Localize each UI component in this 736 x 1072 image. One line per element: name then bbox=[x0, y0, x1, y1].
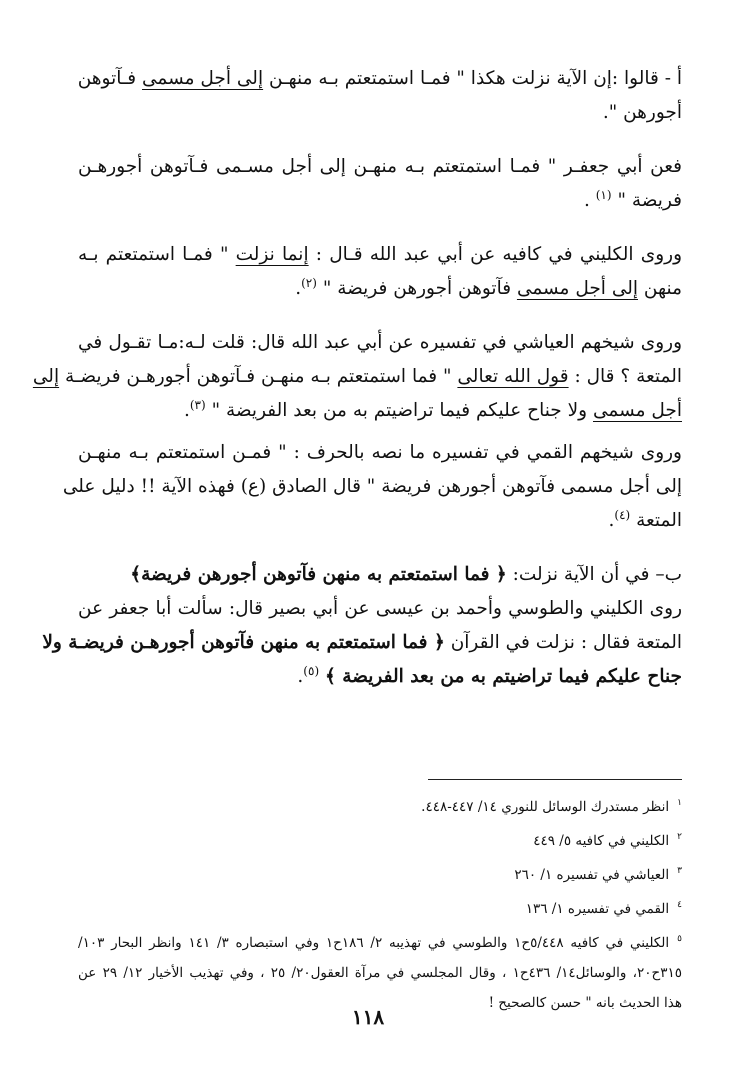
quran-verse: جناح عليكم فيما تراضيتم به من بعد الفريضة ﴾ bbox=[325, 666, 682, 687]
footnote-5-continued: ٣١٥ح٢٠، والوسائل١٤/ ٤٣٦ح١ ، وقال المجلسي في مرآة العقول٢٠/ ٢٥ ، وفي تهذيب الأخيار ١٢/ ٢٩ عن bbox=[78, 965, 683, 981]
para-ayyashi-line-1: وروى شيخهم العياشي في تفسيره عن أبي عبد الله قال: قلت لـه:مـا تقـول في bbox=[78, 332, 682, 353]
para-riwaya-line-2: المتعة فقال : نزلت في القرآن ﴿ فما استمتعتم به منهن فآتوهن أجورهـن فريضـة ولا bbox=[42, 632, 682, 653]
underlined-phrase: قول الله تعالى bbox=[457, 366, 569, 387]
footnote-divider bbox=[428, 779, 682, 780]
para-b-heading: ب– في أن الآية نزلت: ﴿ فما استمتعتم به منهن فآتوهن أجورهن فريضة﴾ bbox=[130, 564, 682, 585]
footnote-ref[interactable]: (٤) bbox=[614, 508, 631, 522]
footnote-5-end: هذا الحديث بانه " حسن كالصحيح ! bbox=[488, 995, 682, 1011]
para-a-line-1: أ - قالوا :إن الآية نزلت هكذا " فمـا استمتعتم بـه منهـن إلى أجل مسمى فـآتوهن bbox=[77, 68, 682, 89]
para-a-line-2: أجورهن ". bbox=[602, 102, 682, 123]
para-kulayni-line-2: منهن إلى أجل مسمى فآتوهن أجورهن فريضة " $^{(٢)}$. bbox=[295, 276, 682, 299]
para-ayyashi-line-3: أجل مسمى ولا جناح عليكم فيما تراضيتم به من بعد الفريضة " $^{(٣)}$. bbox=[183, 398, 682, 421]
footnote-1: $^١$انظر مستدرك الوسائل للنوري ١٤/ ٤٤٧-٤٤٨. bbox=[421, 798, 682, 815]
page-number: ١١٨ bbox=[351, 1005, 385, 1029]
footnote-5: $^٥$الكليني في كافيه ٥/٤٤٨ح١ والطوسي في تهذيبه ٢/ ١٨٦ح١ وفي استبصاره ٣/ ١٤١ وانظر البحار ١٠٣/ bbox=[78, 934, 682, 951]
footnote-ref[interactable]: (١) bbox=[595, 188, 612, 202]
para-ayyashi-line-2: المتعة ؟ قال : قول الله تعالى " فما استمتعتم بـه منهـن فـآتوهن أجورهـن فريضـة إلى bbox=[32, 366, 682, 387]
para-kulayni-line-1: وروى الكليني في كافيه عن أبي عبد الله قـال : إنما نزلت " فمـا استمتعتم بـه bbox=[78, 244, 682, 265]
para-qummi-line-3: المتعة $^{(٤)}$. bbox=[608, 508, 682, 531]
footnote-4: $^٤$القمي في تفسيره ١/ ١٣٦ bbox=[525, 900, 682, 917]
underlined-phrase: إلى أجل مسمى bbox=[142, 68, 264, 89]
quran-verse: ﴿ فما استمتعتم به منهن فآتوهن أجورهن فريضة﴾ bbox=[130, 564, 507, 585]
footnote-ref[interactable]: (٣) bbox=[189, 398, 206, 412]
para-riwaya-line-1: روى الكليني والطوسي وأحمد بن عيسى عن أبي بصير قال: سألت أبا جعفر عن bbox=[78, 598, 682, 619]
footnote-2: $^٢$الكليني في كافيه ٥/ ٤٤٩ bbox=[533, 832, 682, 849]
para-riwaya-line-3: جناح عليكم فيما تراضيتم به من بعد الفريضة ﴾ $^{(٥)}$. bbox=[297, 664, 682, 687]
footnote-3: $^٣$العياشي في تفسيره ١/ ٢٦٠ bbox=[514, 866, 682, 883]
footnotes bbox=[78, 788, 682, 1018]
para-qummi-line-2: إلى أجل مسمى فآتوهن أجورهن فريضة " قال الصادق (ع) فهذه الآية !! دليل على bbox=[62, 476, 682, 497]
underlined-phrase: إلى bbox=[32, 366, 60, 387]
underlined-phrase: إنما نزلت bbox=[235, 244, 309, 265]
quran-verse: ﴿ فما استمتعتم به منهن فآتوهن أجورهـن فريضـة ولا bbox=[42, 632, 445, 653]
underlined-phrase: أجل مسمى bbox=[593, 400, 682, 421]
footnote-ref[interactable]: (٥) bbox=[303, 664, 320, 678]
para-qummi-line-1: وروى شيخهم القمي في تفسيره ما نصه بالحرف : " فمـن استمتعتم بـه منهـن bbox=[78, 442, 682, 463]
para-baqir-line-2: فريضة " $^{(١)}$ . bbox=[583, 188, 682, 211]
para-baqir-line-1: فعن أبي جعفـر " فمـا استمتعتم بـه منهـن إلى أجل مسـمى فـآتوهن أجورهـن bbox=[78, 156, 682, 177]
footnote-ref[interactable]: (٢) bbox=[301, 276, 317, 290]
main-text bbox=[32, 62, 682, 694]
underlined-phrase: إلى أجل مسمى bbox=[516, 278, 639, 299]
